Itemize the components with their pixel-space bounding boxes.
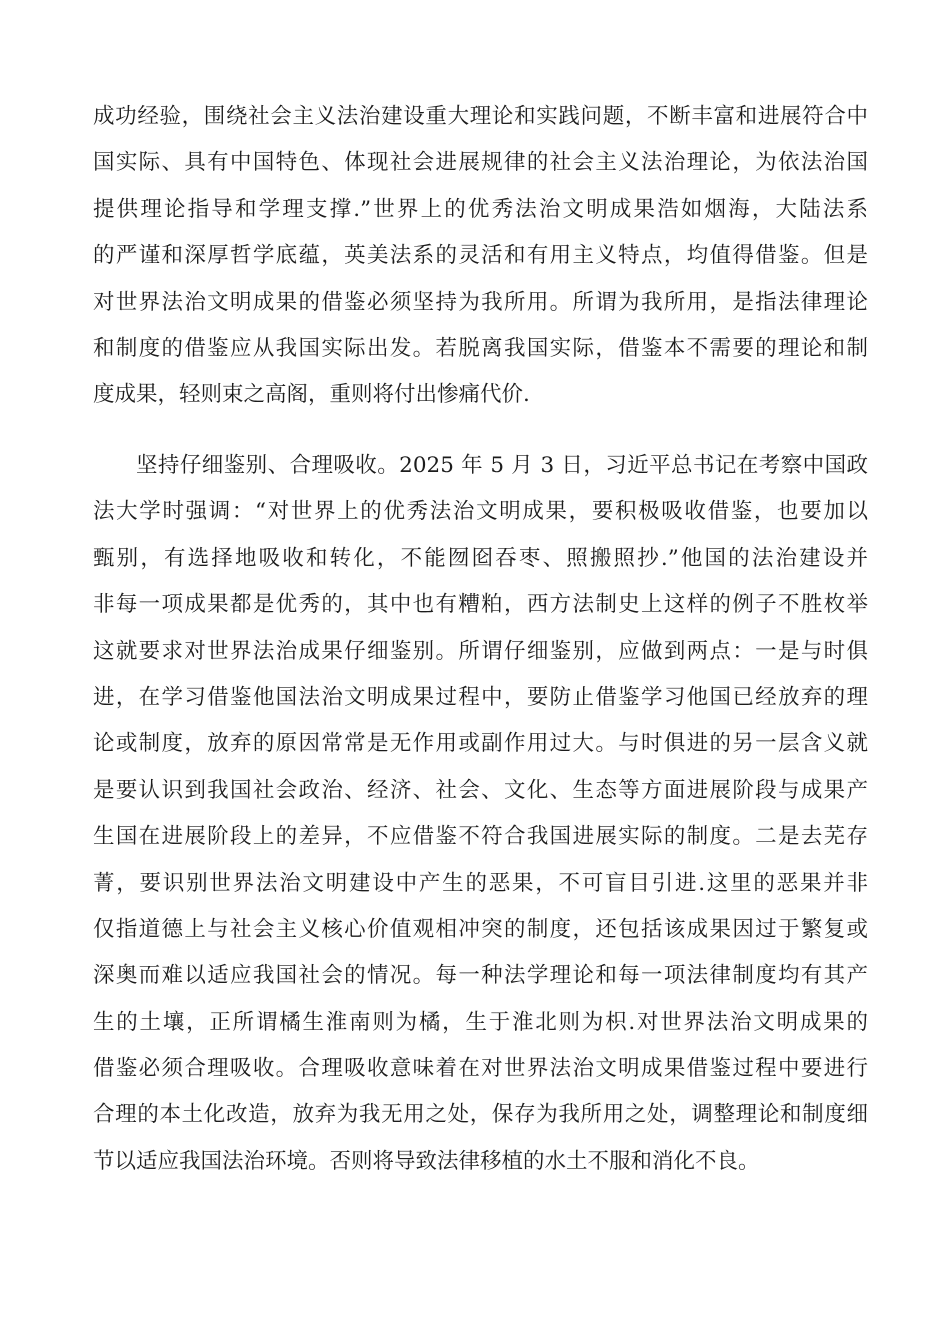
paragraph-line: 论或制度，放弃的原因常常是无作用或副作用过大。与时俱进的另一层含义就 bbox=[93, 731, 868, 757]
paragraph-line: 甄别，有选择地吸收和转化，不能囫囵吞枣、照搬照抄.”他国的法治建设并 bbox=[93, 545, 868, 571]
paragraph-line: 生国在进展阶段上的差异，不应借鉴不符合我国进展实际的制度。二是去芜存 bbox=[93, 824, 868, 850]
paragraph-line: 对世界法治文明成果的借鉴必须坚持为我所用。所谓为我所用，是指法律理论 bbox=[93, 289, 868, 315]
paragraph-2 bbox=[93, 443, 868, 1185]
paragraph-line: 成功经验，围绕社会主义法治建设重大理论和实践问题，不断丰富和进展符合中 bbox=[93, 104, 868, 129]
paragraph-line: 借鉴必须合理吸收。合理吸收意味着在对世界法治文明成果借鉴过程中要进行 bbox=[93, 1056, 868, 1082]
paragraph-line: 和制度的借鉴应从我国实际出发。若脱离我国实际，借鉴本不需要的理论和制 bbox=[93, 335, 868, 361]
paragraph-line: 的严谨和深厚哲学底蕴，英美法系的灵活和有用主义特点，均值得借鉴。但是 bbox=[93, 243, 868, 269]
paragraph-line: 进，在学习借鉴他国法治文明成果过程中，要防止借鉴学习他国已经放弃的理 bbox=[93, 684, 868, 710]
paragraph-line: 这就要求对世界法治成果仔细鉴别。所谓仔细鉴别，应做到两点：一是与时俱 bbox=[93, 638, 868, 664]
paragraph-line: 提供理论指导和学理支撑.”世界上的优秀法治文明成果浩如烟海，大陆法系 bbox=[93, 196, 868, 222]
paragraph-line: 是要认识到我国社会政治、经济、社会、文化、生态等方面进展阶段与成果产 bbox=[93, 777, 868, 803]
paragraph-line: 国实际、具有中国特色、体现社会进展规律的社会主义法治理论，为依法治国 bbox=[93, 150, 868, 176]
paragraph-line: 非每一项成果都是优秀的，其中也有糟粕，西方法制史上这样的例子不胜枚举 bbox=[93, 592, 868, 618]
paragraph-line: 节以适应我国法治环境。否则将导致法律移植的水土不服和消化不良。 bbox=[93, 1148, 760, 1174]
paragraph-line: 生的土壤，正所谓橘生淮南则为橘，生于淮北则为枳.对世界法治文明成果的 bbox=[93, 1009, 868, 1035]
paragraph-line: 仅指道德上与社会主义核心价值观相冲突的制度，还包括该成果因过于繁复或 bbox=[93, 916, 868, 942]
paragraph-line: 度成果，轻则束之高阁，重则将付出惨痛代价. bbox=[93, 382, 530, 408]
paragraph-line: 菁，要识别世界法治文明建设中产生的恶果，不可盲目引进.这里的恶果并非 bbox=[93, 870, 868, 896]
paragraph-line: 合理的本土化改造，放弃为我无用之处，保存为我所用之处，调整理论和制度细 bbox=[93, 1102, 868, 1128]
paragraph-line: 坚持仔细鉴别、合理吸收。2025 年 5 月 3 日，习近平总书记在考察中国政 bbox=[136, 453, 868, 478]
paragraph-1 bbox=[93, 94, 868, 419]
paragraph-line: 深奥而难以适应我国社会的情况。每一种法学理论和每一项法律制度均有其产 bbox=[93, 963, 868, 989]
paragraph-line: 法大学时强调：“对世界上的优秀法治文明成果，要积极吸收借鉴，也要加以 bbox=[93, 499, 868, 525]
